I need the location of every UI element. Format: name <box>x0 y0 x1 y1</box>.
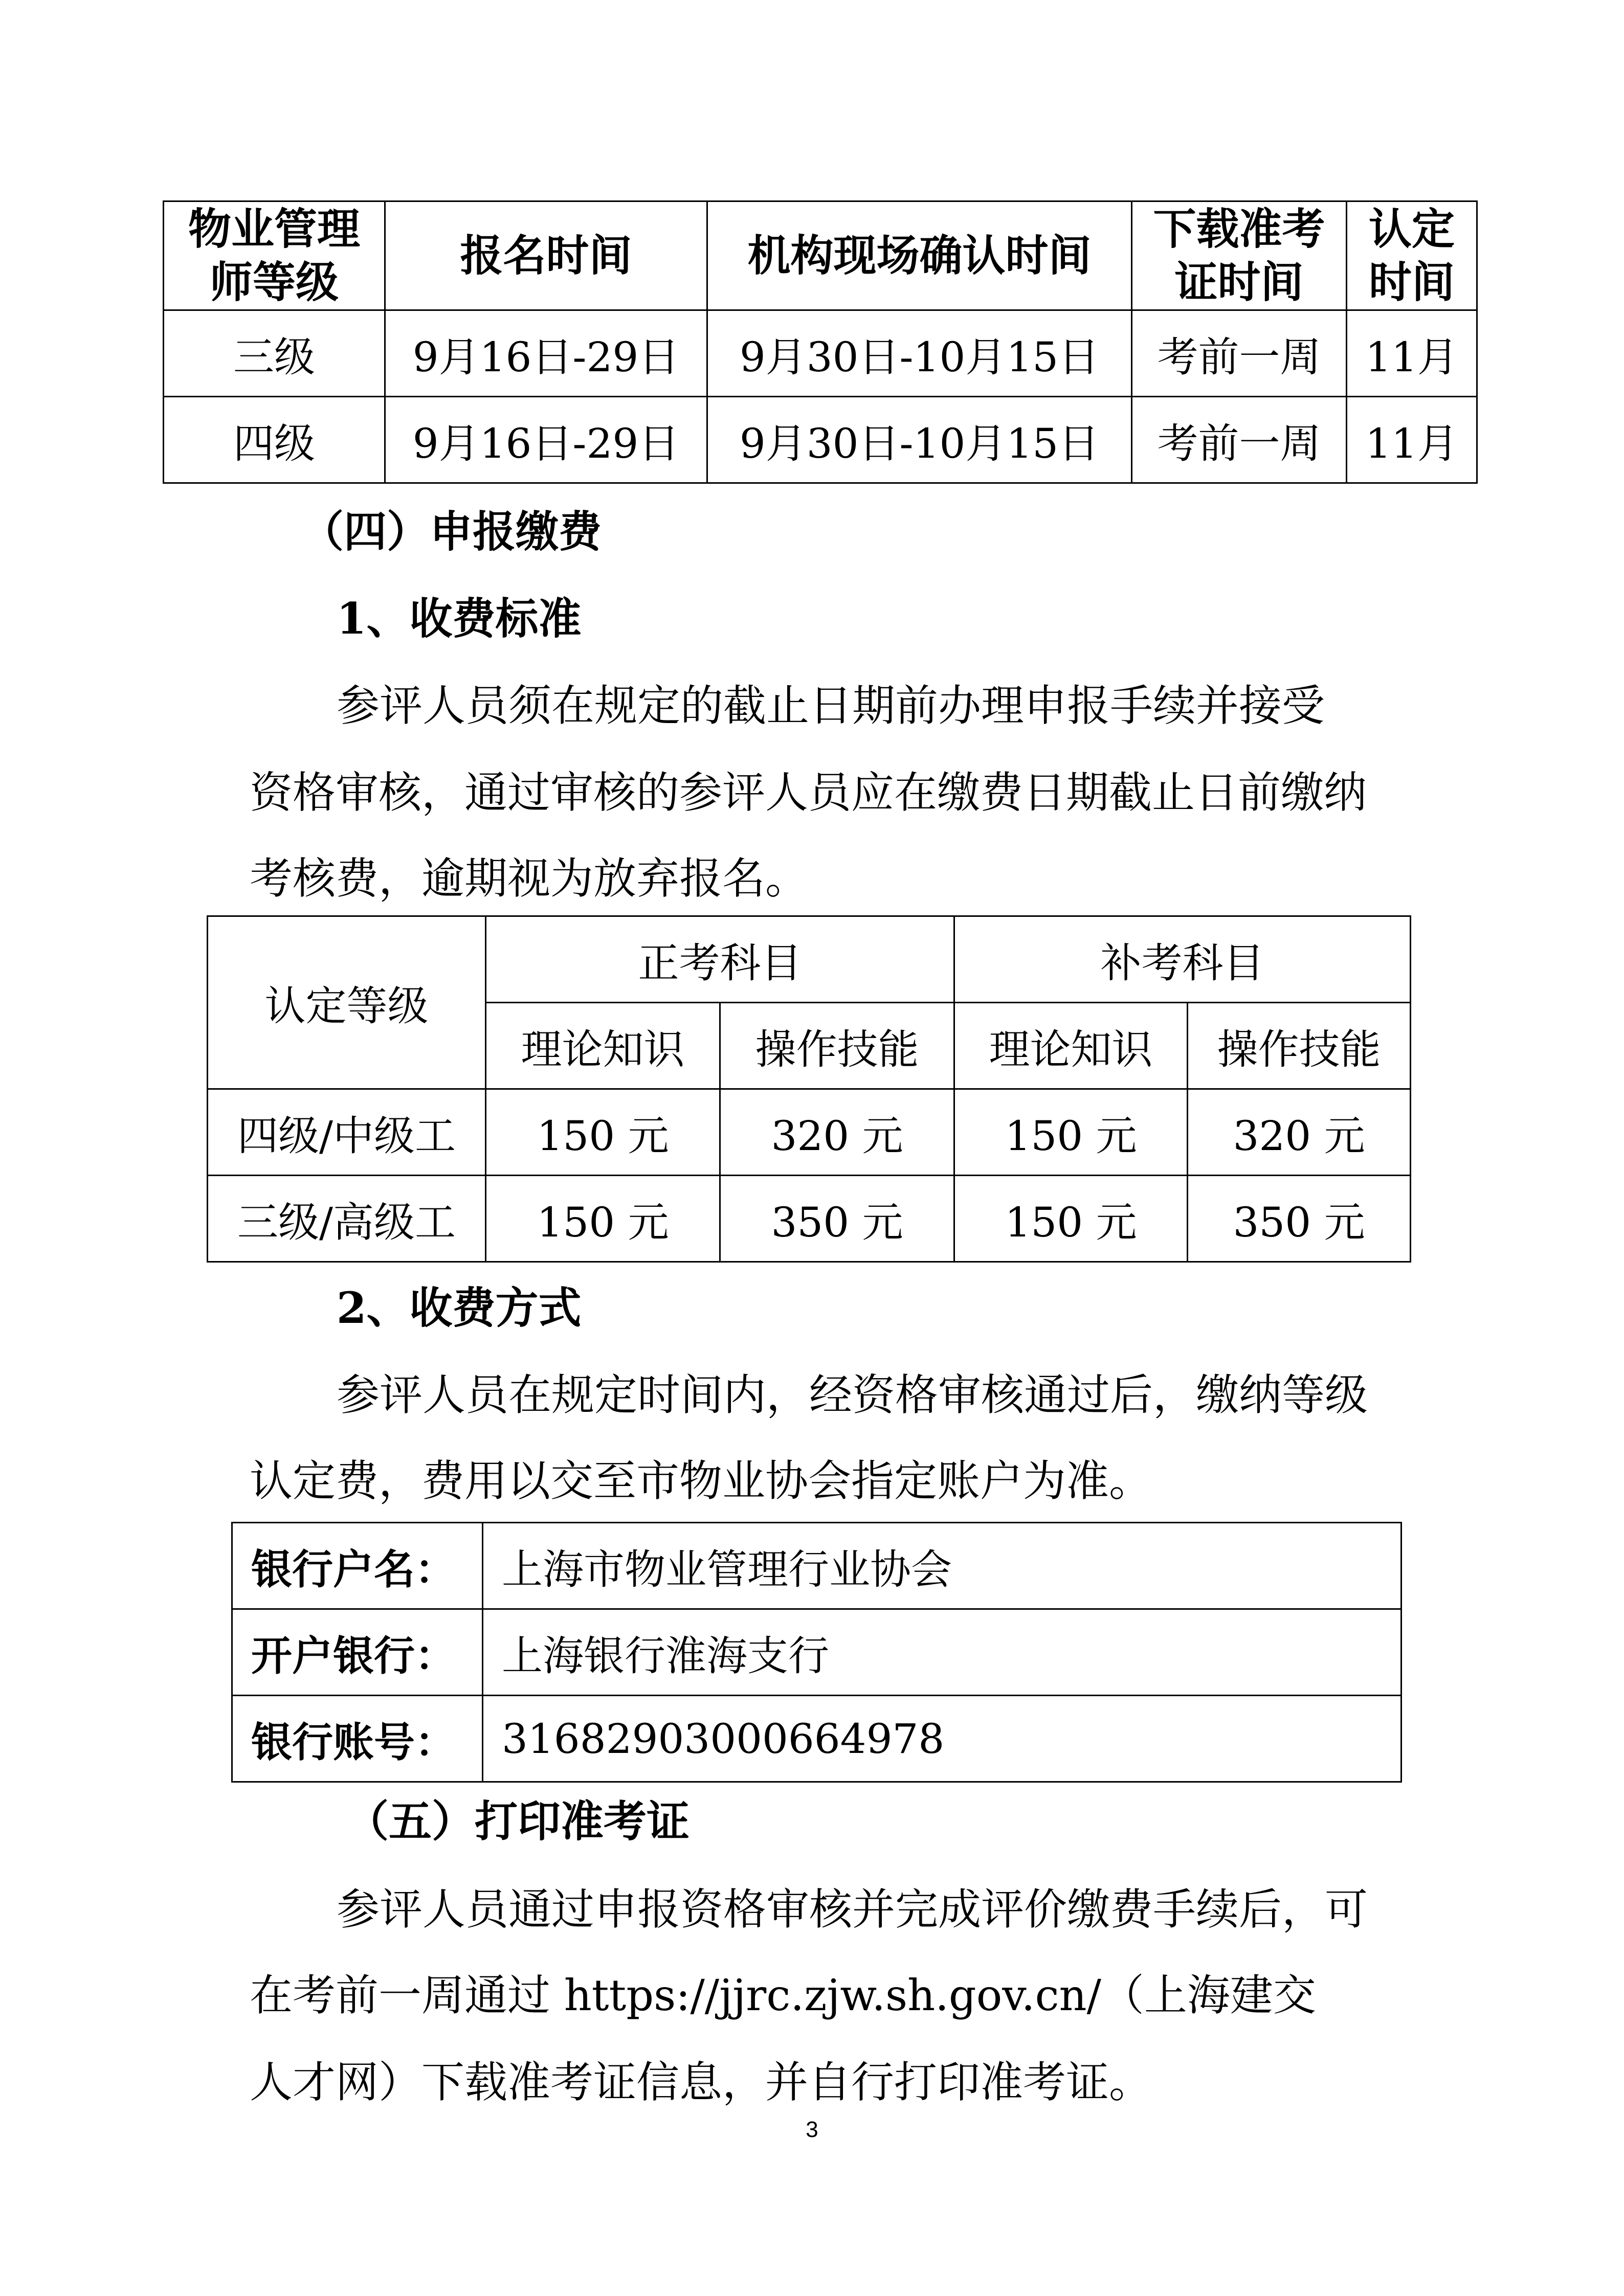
header-main-exam: 正考科目 <box>486 916 954 1003</box>
fee-header-row <box>208 916 1411 1003</box>
cell: 考前一周 <box>1132 310 1347 397</box>
schedule-table <box>163 200 1478 484</box>
cell: 9月30日-10月15日 <box>707 397 1132 483</box>
table-row <box>208 1089 1411 1176</box>
paragraph-line: 认定费，费用以交至市物业协会指定账户为准。 <box>250 1456 1152 1506</box>
cell: 150 元 <box>486 1176 720 1262</box>
header-level: 物业管理师等级 <box>164 201 385 310</box>
bank-label: 银行账号： <box>232 1696 483 1782</box>
cell: 四级 <box>164 397 385 483</box>
table-row <box>208 1176 1411 1262</box>
cell: 三级/高级工 <box>208 1176 486 1262</box>
section-heading: （四）申报缴费 <box>301 506 602 557</box>
cell: 320 元 <box>720 1089 954 1176</box>
header-level: 认定等级 <box>208 916 486 1089</box>
table-row <box>232 1523 1401 1609</box>
table-row <box>164 397 1477 483</box>
header-cert-time: 认定时间 <box>1347 201 1477 310</box>
bank-value: 上海市物业管理行业协会 <box>483 1523 1401 1609</box>
cell: 150 元 <box>486 1089 720 1176</box>
schedule-header-row <box>164 201 1477 310</box>
bank-label: 银行户名： <box>232 1523 483 1609</box>
table-row <box>232 1696 1401 1782</box>
bank-table <box>231 1522 1402 1783</box>
paragraph-line: 参评人员须在规定的截止日期前办理申报手续并接受 <box>337 681 1325 731</box>
cell: 320 元 <box>1188 1089 1411 1176</box>
subheading: 1、收费标准 <box>337 593 582 644</box>
cell: 四级/中级工 <box>208 1089 486 1176</box>
cell: 三级 <box>164 310 385 397</box>
header-signup-time: 报名时间 <box>385 201 707 310</box>
subheader-cell: 操作技能 <box>1188 1003 1411 1089</box>
cell: 150 元 <box>954 1176 1188 1262</box>
page-number: 3 <box>806 2117 818 2142</box>
section-heading: （五）打印准考证 <box>346 1796 690 1847</box>
cell: 11月 <box>1347 310 1477 397</box>
paragraph-line: 在考前一周通过 https://jjrc.zjw.sh.gov.cn/（上海建交 <box>250 1970 1316 2020</box>
table-row <box>164 310 1477 397</box>
table-row <box>232 1609 1401 1696</box>
subheader-cell: 理论知识 <box>486 1003 720 1089</box>
header-confirm-time: 机构现场确认时间 <box>707 201 1132 310</box>
subheader-cell: 操作技能 <box>720 1003 954 1089</box>
bank-value: 上海银行淮海支行 <box>483 1609 1401 1696</box>
cell: 考前一周 <box>1132 397 1347 483</box>
subheading: 2、收费方式 <box>337 1282 582 1333</box>
header-makeup-exam: 补考科目 <box>954 916 1411 1003</box>
cell: 350 元 <box>1188 1176 1411 1262</box>
paragraph-line: 考核费，逾期视为放弃报名。 <box>250 853 809 904</box>
cell: 350 元 <box>720 1176 954 1262</box>
bank-value: 31682903000664978 <box>483 1696 1401 1782</box>
bank-label: 开户银行： <box>232 1609 483 1696</box>
cell: 9月30日-10月15日 <box>707 310 1132 397</box>
cell: 9月16日-29日 <box>385 397 707 483</box>
paragraph-line: 人才网）下载准考证信息，并自行打印准考证。 <box>250 2057 1152 2107</box>
header-admit-time: 下载准考证时间 <box>1132 201 1347 310</box>
paragraph-line: 参评人员在规定时间内，经资格审核通过后，缴纳等级 <box>337 1370 1368 1420</box>
fee-table <box>207 915 1411 1263</box>
cell: 11月 <box>1347 397 1477 483</box>
paragraph-line: 参评人员通过申报资格审核并完成评价缴费手续后，可 <box>337 1884 1368 1934</box>
cell: 150 元 <box>954 1089 1188 1176</box>
subheader-cell: 理论知识 <box>954 1003 1188 1089</box>
cell: 9月16日-29日 <box>385 310 707 397</box>
paragraph-line: 资格审核，通过审核的参评人员应在缴费日期截止日前缴纳 <box>250 768 1367 818</box>
